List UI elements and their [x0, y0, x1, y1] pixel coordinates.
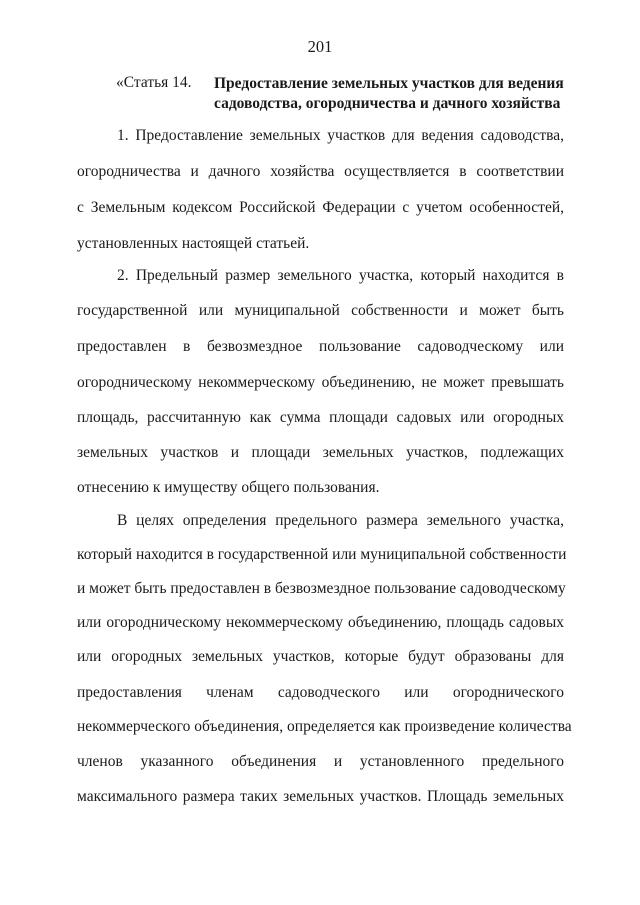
- body-line: государственной или муниципальной собственности и может быть: [77, 302, 564, 319]
- body-line: и может быть предоставлен в безвозмездное пользование садоводческому: [77, 580, 566, 597]
- body-line: некоммерческого объединения, определяется как произведение количества: [77, 718, 572, 735]
- body-line: с Земельным кодексом Российской Федерации с учетом особенностей,: [77, 199, 564, 216]
- body-line: максимального размера таких земельных участков. Площадь земельных: [77, 788, 564, 805]
- body-line: В целях определения предельного размера земельного участка,: [117, 512, 564, 529]
- body-line: отнесению к имуществу общего пользования.: [77, 479, 380, 496]
- body-line: площадь, рассчитанную как сумма площади садовых или огородных: [77, 409, 564, 426]
- body-line: огородническому некоммерческому объединению, не может превышать: [77, 374, 564, 391]
- body-line: установленных настоящей статьей.: [77, 235, 310, 252]
- article-label: «Статья 14.: [116, 74, 192, 91]
- body-line: предоставлен в безвозмездное пользование садоводческому или: [77, 338, 564, 355]
- body-line: огородничества и дачного хозяйства осуществляется в соответствии: [77, 163, 564, 180]
- body-line: 1. Предоставление земельных участков для ведения садоводства,: [117, 127, 564, 144]
- article-title: [214, 74, 574, 114]
- body-line: членов указанного объединения и установленного предельного: [77, 753, 564, 770]
- body-line: земельных участков и площади земельных участков, подлежащих: [77, 444, 564, 461]
- body-line: который находится в государственной или муниципальной собственности: [77, 546, 567, 563]
- body-line: 2. Предельный размер земельного участка, который находится в: [117, 267, 564, 284]
- body-line: или огородническому некоммерческому объединению, площадь садовых: [77, 614, 564, 631]
- body-line: предоставления членам садоводческого или огороднического: [77, 684, 564, 701]
- page-number: 201: [307, 37, 333, 56]
- article-title-line: садоводства, огородничества и дачного хозяйства: [214, 95, 561, 112]
- body-line: или огородных земельных участков, которые будут образованы для: [77, 648, 564, 665]
- article-title-line: Предоставление земельных участков для ведения: [214, 75, 564, 92]
